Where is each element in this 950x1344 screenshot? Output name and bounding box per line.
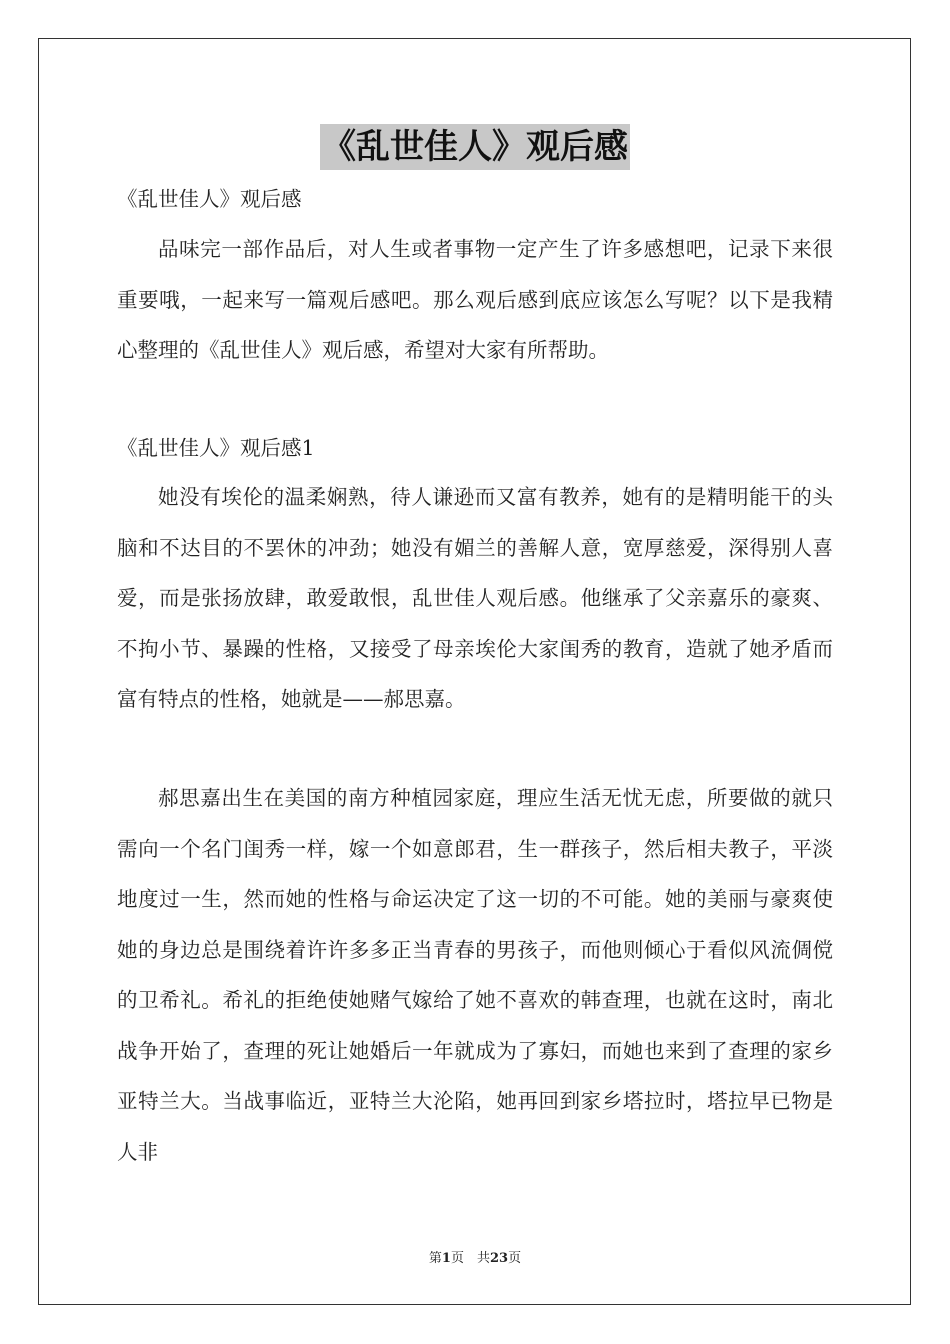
document-subtitle: 《乱世佳人》观后感 bbox=[117, 187, 302, 211]
page-footer bbox=[0, 1247, 950, 1266]
footer-current-page: 1 bbox=[441, 1251, 451, 1266]
section-heading: 《乱世佳人》观后感1 bbox=[117, 436, 315, 460]
document-title: 《乱世佳人》观后感 bbox=[320, 124, 630, 170]
footer-suffix: 页 bbox=[508, 1251, 522, 1266]
intro-paragraph: 品味完一部作品后，对人生或者事物一定产生了许多感想吧，记录下来很重要哦，一起来写一篇观后感吧。那么观后感到底应该怎么写呢？以下是我精心整理的《乱世佳人》观后感，希望对大家有所帮助。 bbox=[117, 237, 833, 362]
title-container bbox=[0, 124, 950, 170]
footer-mid: 页 共 bbox=[450, 1251, 490, 1266]
body-paragraph-2: 郝思嘉出生在美国的南方种植园家庭，理应生活无忧无虑，所要做的就只需向一个名门闺秀一样，嫁一个如意郎君，生一群孩子，然后相夫教子，平淡地度过一生，然而她的性格与命运决定了这一切的不可能。她的美丽与豪爽使她的身边总是围绕着许许多多正当青春的男孩子，而他则倾心于看似风流倜傥的卫希礼。希礼的拒绝使她赌气嫁给了她不喜欢的韩查理，也就在这时，南北战争开始了，查理的死让她婚后一年就成为了寡妇，而她也来到了查理的家乡亚特兰大。当战事临近，亚特兰大沦陷，她再回到家乡塔拉时，塔拉早已物是人非 bbox=[117, 786, 833, 1164]
footer-prefix: 第 bbox=[428, 1251, 442, 1266]
body-paragraph-1: 她没有埃伦的温柔娴熟，待人谦逊而又富有教养，她有的是精明能干的头脑和不达目的不罢休的冲劲；她没有媚兰的善解人意，宽厚慈爱，深得别人喜爱，而是张扬放肆，敢爱敢恨，乱世佳人观后感。他继承了父亲嘉乐的豪爽、不拘小节、暴躁的性格，又接受了母亲埃伦大家闺秀的教育，造就了她矛盾而富有特点的性格，她就是——郝思嘉。 bbox=[117, 485, 833, 711]
footer-total-pages: 23 bbox=[489, 1251, 509, 1266]
